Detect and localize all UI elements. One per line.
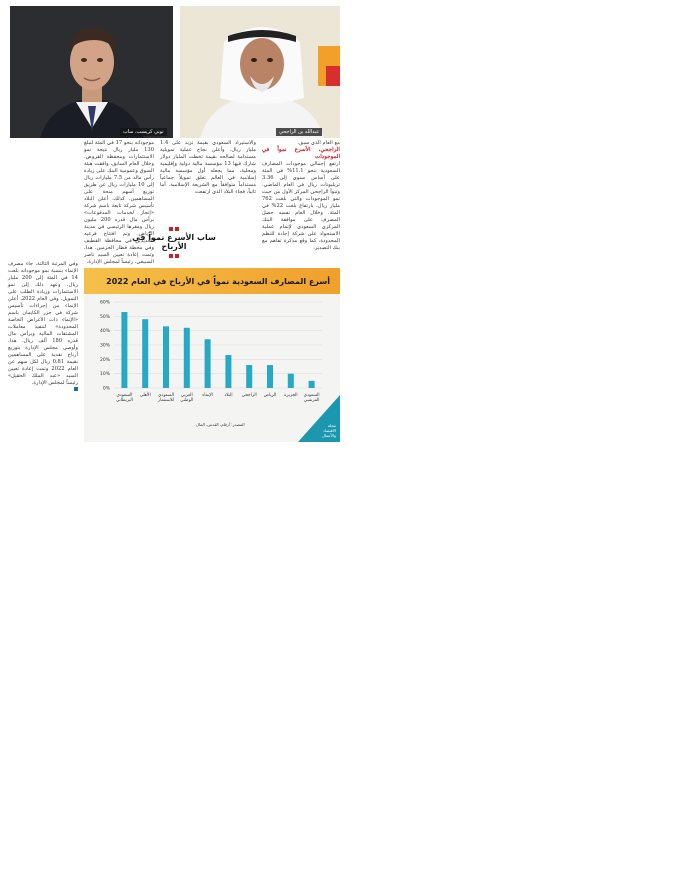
article-column-1 [262,140,340,268]
x-category-label: السعودي الفرنسي [303,393,320,403]
bar [205,339,211,388]
portrait-photo-right [180,6,340,138]
article-column-4 [8,261,78,439]
paragraph: مع العام الذي سبق. [297,140,340,146]
bar [142,319,148,388]
y-tick-label: 30% [99,343,110,349]
portrait-illustration-left [10,6,173,138]
bar [288,374,294,388]
y-tick-label: 60% [99,300,110,306]
photo-caption-right: عبدالله بن الراجحي [276,128,322,136]
red-square-icon [175,227,179,231]
section-subhead: الراجحي، الأسرع نمواً في الموجودات [262,147,340,160]
x-category-label: العربي الوطني [180,393,194,403]
red-square-icon [169,227,173,231]
x-category-label: السعودي البريطاني [115,393,133,403]
paragraph: ارتفع إجمالي موجودات المصارف السعودية بنحو 11.1% في المئة على أساس سنوي إلى 3.36 تريليونات ريال في العام الماضي. وتبوأ الراجحي المركز الأول من حيث نمو الموجودات والتي بلغت 762 مليار ريال، بارتفاع بلغت 22% في المئة. وخلال العام نفسه حصل المصرف على موافقة البنك المركزي السعودي لإتمام عملية الاستحواذ على شركة إجادة للنظم المحدودة، كما وقع مذكرة تفاهم مع بنك التصدير. [262,161,340,251]
bar [225,355,231,388]
portrait-illustration-right [180,6,340,138]
y-tick-label: 0% [102,386,110,392]
chart-title: أسرع المصارف السعودية نمواً في الأرباح في العام 2022 [106,277,330,286]
chart-header [84,268,340,294]
bar [246,365,252,388]
magazine-page [8,6,340,442]
bar [163,326,169,388]
paragraph: وفي المرتبة الثالثة، جاء مصرف الإنماء بنسبة نمو موجوداته بلغت 14 في المئة إلى 200 مليار ريال. وعهد ذلك إلى نمو الاستثمارات وزيادة الطلب على التمويل. وفي العام 2022، أعلن الإنماء من إجراءات تأسيس شركة في جزر الكايمان باسم «الإنماء ذات الأغراض الخاصة المحدودة» لتنفيذ معاملات المشتقات المالية وبرأس مال قدره 180 ألف ريال. هذا، وأوصى مجلس الإدارة بتوزيع أرباح نقدية على المساهمين بقيمة 0.81 ريال لكل سهم عن العام 2022 وتمت إعادة تعيين السيد «عبد الملك الحقيل» رئيساً لمجلس الإدارة. [8,261,78,386]
photo-caption-left: توني كريسب، ساب [120,128,167,136]
y-tick-label: 20% [99,357,110,363]
bar-chart-panel [84,268,340,442]
pull-quote [130,224,218,260]
bar [121,312,127,388]
bar [267,365,273,388]
corner-label: مجلة الاقتصاد والأعمال [321,423,336,438]
x-category-label: الرياض [263,393,277,398]
y-tick-label: 40% [99,329,110,335]
x-category-label: البلاد [224,393,233,398]
x-category-label: الراجحي [241,393,257,398]
paragraph: موجوداته بنحو 17 في المئة لتبلغ 130 مليار ريال نتيجة نمو الاستثمارات ومحفظة القروض. وخلال العام السابق، وافقت هيئة السوق وعمومية البنك على زيادة رأس ماله من 7.5 مليارات ريال إلى 10 مليارات ريال عن طريق توزيع أسهم منحة على المساهمين. كذلك، أعلن البلاد تأسيس شركة تابعة باسم شركة «إنجاز لخدمات المدفوعات» برأس مال قدره 200 مليون ريال ومقرها الرئيسي في مدينة الرياض. وتم افتتاح فرعيه الجديدين في محافظة القطيف وفي محطة قطار الحرمين. هذا، وتمت إعادة تعيين السيد ناصر السبيعي، رئيساً لمجلس الإدارة. [84,140,155,265]
chart-source: المصدر: أرقام، القدس، المال [196,422,245,427]
x-category-label: السعودي للاستثمار [158,393,174,403]
end-mark-icon [74,387,78,391]
portrait-photo-left [10,6,173,138]
bar [184,328,190,388]
paragraph: والاستيراد السعودي بقيمة تزيد على 1.4 مليار ريال. وأعلن نجاح عملية تمويلية مستدامة لصالحه بقيمة تخطت المليار دولار شارك فيها 13 مؤسسة مالية دولية وإقليمية ومحلية، مما يجعله أول مؤسسة مالية إسلامية في العالم تغلق تمويلاً جماعياً مستداماً متوافقاً مع الشريعة الإسلامية. أما ثانياً، فجاء البلاد الذي ارتفعت [160,140,256,195]
x-category-label: الإنماء [202,393,213,398]
red-square-icon [169,254,173,258]
x-category-label: الجزيرة [284,393,298,398]
bar [309,381,315,388]
y-tick-label: 10% [99,372,110,378]
pull-quote-text: ساب الأسرع نمواً في الأرباح [132,233,216,251]
x-category-label: الأهلي [139,393,151,398]
y-tick-label: 50% [99,314,110,320]
red-square-icon [175,254,179,258]
